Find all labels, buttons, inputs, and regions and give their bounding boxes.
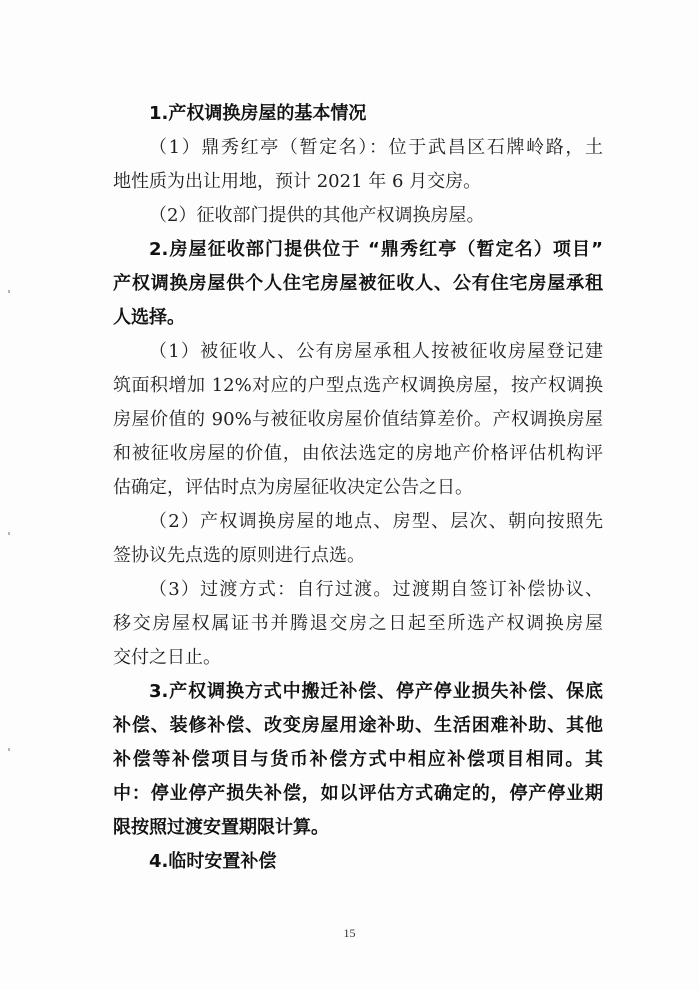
document-body <box>113 97 603 879</box>
section-heading-3-line: 补偿、装修补偿、改变房屋用途补助、生活困难补助、其他 <box>113 715 603 736</box>
section-heading-1: 1.产权调换房屋的基本情况 <box>149 103 367 124</box>
paragraph-line: 移交房屋权属证书并腾退交房之日起至所选产权调换房屋 <box>113 613 603 634</box>
page-number: 15 <box>343 926 356 940</box>
scan-margin-mark <box>8 748 10 751</box>
scan-margin-mark <box>8 290 10 293</box>
paragraph-line: （2）产权调换房屋的地点、房型、层次、朝向按照先 <box>149 511 603 532</box>
paragraph-line: 地性质为出让用地，预计 2021 年 6 月交房。 <box>113 171 482 192</box>
paragraph-line: 交付之日止。 <box>113 647 221 668</box>
paragraph-line: （1）鼎秀红亭（暂定名）：位于武昌区石牌岭路，土 <box>149 137 603 158</box>
paragraph-line: （2）征收部门提供的其他产权调换房屋。 <box>149 205 485 226</box>
paragraph-line: 签协议先点选的原则进行点选。 <box>113 545 365 566</box>
paragraph-line: 筑面积增加 12%对应的户型点选产权调换房屋，按产权调换 <box>113 375 603 396</box>
scan-margin-mark <box>8 532 10 535</box>
section-heading-2: 2.房屋征收部门提供位于 “鼎秀红亭（暂定名）项目” <box>149 239 603 260</box>
section-heading-2-line: 产权调换房屋供个人住宅房屋被征收人、公有住宅房屋承租 <box>113 273 603 294</box>
paragraph-line: （1）被征收人、公有房屋承租人按被征收房屋登记建 <box>149 341 603 362</box>
paragraph-line: 和被征收房屋的价值，由依法选定的房地产价格评估机构评 <box>113 443 603 464</box>
section-heading-3-line: 限按照过渡安置期限计算。 <box>113 817 329 838</box>
section-heading-4: 4.临时安置补偿 <box>149 851 277 872</box>
section-heading-2-line: 人选择。 <box>113 307 185 328</box>
paragraph-line: 房屋价值的 90%与被征收房屋价值结算差价。产权调换房屋 <box>113 409 603 430</box>
paragraph-line: （3）过渡方式：自行过渡。过渡期自签订补偿协议、 <box>149 579 603 600</box>
paragraph-line: 估确定，评估时点为房屋征收决定公告之日。 <box>113 477 473 498</box>
section-heading-3: 3.产权调换方式中搬迁补偿、停产停业损失补偿、保底 <box>149 681 603 702</box>
section-heading-3-line: 中：停业停产损失补偿，如以评估方式确定的，停产停业期 <box>113 783 603 804</box>
section-heading-3-line: 补偿等补偿项目与货币补偿方式中相应补偿项目相同。其 <box>113 749 603 770</box>
